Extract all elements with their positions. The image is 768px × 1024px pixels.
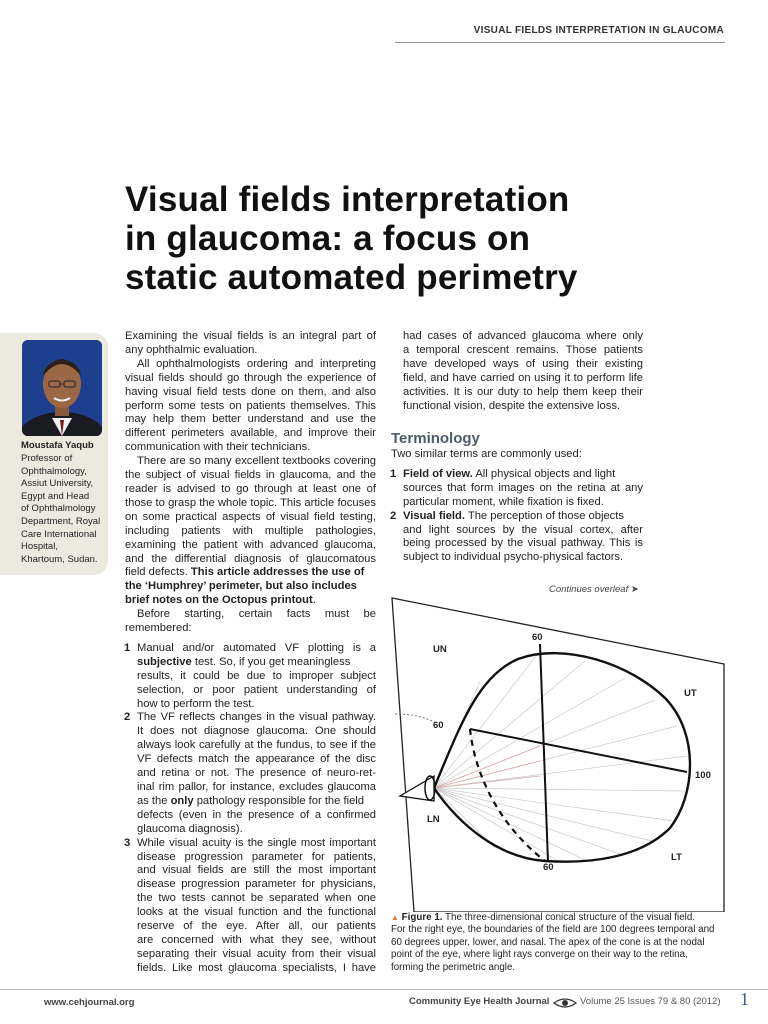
text-segment: . (312, 594, 316, 607)
bio-line: Hospital, (21, 541, 58, 553)
terminology-section (391, 448, 643, 565)
running-head: VISUAL FIELDS INTERPRETATION IN GLAUCOMA (473, 25, 724, 36)
caption-line: For the right eye, the boundaries of the field are 100 degrees temporal and (391, 924, 715, 936)
text-line (403, 510, 643, 524)
label-right-100: 100 (695, 770, 711, 781)
text-line: had cases of advanced glaucoma where only (403, 330, 643, 342)
paragraph-intro (125, 330, 376, 358)
text-line: results, it could be due to improper subject (137, 669, 376, 682)
bio-line: Assiut University, (21, 478, 94, 490)
caption-label: Figure 1. (401, 912, 443, 923)
text-line: different perimeters available, and improve their (125, 427, 376, 440)
title-line: static automated perimetry (125, 258, 578, 297)
continues-overleaf (549, 584, 639, 595)
text-segment: pathology responsible for the field (193, 794, 365, 807)
terminology-intro: Two similar terms are commonly used: (391, 448, 582, 460)
text-line: The VF reflects changes in the visual pathway. (137, 711, 376, 724)
paragraph (403, 330, 643, 413)
text-line: particular moment, while fixation is fixed. (403, 495, 604, 508)
author-name: Moustafa Yaqub (21, 440, 94, 451)
text-line: fields. Like most glaucoma specialists, I have (137, 961, 376, 974)
triangle-marker-icon: ▲ (391, 913, 399, 922)
text-line: always look carefully at the fundus, to see if the (137, 739, 376, 752)
term-label: Visual field. (403, 509, 465, 522)
text-line: looks at the visual function and the functional (137, 906, 376, 919)
bio-line: Khartoum, Sudan. (21, 553, 98, 565)
section-heading-terminology: Terminology (391, 430, 480, 447)
journal-website-link[interactable]: www.cehjournal.org (44, 997, 135, 1008)
emphasis-text: only (170, 794, 194, 807)
list-number: 1 (124, 641, 131, 654)
text-line: defects (even in the presence of a confirmed (137, 808, 376, 821)
text-line: sources that form images on the retina at any (403, 481, 643, 494)
label-un: UN (433, 644, 447, 655)
figure-caption (391, 912, 721, 974)
text-segment: All physical objects and light (472, 467, 616, 480)
label-top-60: 60 (532, 632, 543, 643)
text-line: are concerned with what they see, without (137, 933, 376, 946)
issue-info: Volume 25 Issues 79 & 80 (2012) (580, 996, 721, 1007)
list-item (125, 837, 376, 976)
emphasis-text: subjective (137, 655, 192, 668)
text-line: a temporal crescent remains. Those patients (403, 343, 643, 356)
title-line: in glaucoma: a focus on (125, 219, 531, 258)
text-line: any ophthalmic evaluation. (125, 343, 258, 356)
text-line: separating their visual acuity from their visual (137, 947, 376, 960)
text-line (137, 656, 376, 670)
text-line: reserve of the eye. After all, our patients (137, 920, 376, 933)
label-ln: LN (427, 814, 440, 825)
bio-line: Egypt and Head (21, 490, 90, 502)
text-segment: The perception of those objects (464, 509, 624, 522)
text-line: have developed ways of using their existing (403, 357, 643, 370)
figure-cone-diagram (390, 596, 726, 912)
paragraph (125, 455, 376, 608)
text-line: visual fields should go through the experience of (125, 371, 376, 384)
term-label: Field of view. (403, 467, 473, 480)
text-line: the two tests cannot be separated when one (137, 892, 376, 905)
paragraph (125, 608, 376, 636)
bio-line: Professor of (21, 453, 73, 464)
text-line: There are so many excellent textbooks covering (137, 455, 376, 468)
bio-line: of Ophthalmology (21, 503, 96, 515)
caption-line: forming the perimetric angle. (391, 961, 516, 973)
bio-line: Department, Royal (21, 515, 101, 527)
text-line: those to grasp the whole topic. This article focuses (125, 496, 376, 509)
term-item (391, 510, 643, 566)
text-line: selection, or poor patient understanding of (137, 683, 376, 696)
bio-line: Care International (21, 528, 97, 540)
text-line: having visual field tests done on them, and also (125, 385, 376, 398)
text-line: how to perform the test. (137, 697, 255, 710)
caption-line (391, 912, 721, 924)
paragraph (125, 358, 376, 455)
text-line: Manual and/or automated VF plotting is a (137, 641, 376, 654)
text-line (403, 468, 643, 482)
journal-eye-logo-icon (553, 996, 577, 1014)
header-rule (395, 42, 725, 43)
list-number: 2 (390, 509, 397, 522)
body-column-right (403, 330, 643, 413)
body-column-left (125, 330, 376, 976)
text-line: field, and have carried on using it to perform life (403, 371, 643, 384)
emphasis-text: brief notes on the Octopus printout (125, 594, 313, 607)
text-line: the subject of visual fields in glaucoma, and the (125, 469, 376, 482)
text-line: on some practical aspects of visual field testing, (125, 510, 376, 523)
label-bottom-60: 60 (543, 862, 554, 873)
text-line: reader is advised to go through at least one of (125, 482, 376, 495)
text-segment: field defects. (125, 566, 191, 579)
arrow-right-icon: ➤ (630, 584, 639, 595)
text-line: being processed by the visual pathway. This is (403, 537, 643, 550)
text-line: remembered: (125, 622, 192, 635)
text-line: All ophthalmologists ordering and interpreting (137, 357, 376, 370)
text-line: inal rim pallor, for instance, excludes glaucoma (137, 781, 376, 793)
text-line: VF defects match the appearance of the disc (137, 753, 376, 766)
text-line: functional vision, despite the extensive loss. (403, 399, 621, 412)
author-photo (22, 340, 102, 436)
bio-line: Ophthalmology, (21, 465, 87, 477)
term-item (391, 468, 643, 510)
label-ut: UT (684, 688, 697, 699)
text-line: activities. It is our duty to help them keep their (403, 385, 643, 398)
article-title (125, 180, 685, 297)
title-line: Visual fields interpretation (125, 180, 570, 219)
emphasis-text: This article addresses the use of (190, 566, 365, 579)
journal-name: Community Eye Health Journal (409, 996, 550, 1007)
text-line: may help them better understand and use the (125, 413, 376, 426)
text-line (125, 566, 376, 580)
author-bio (21, 453, 107, 566)
caption-line: 60 degrees upper, lower, and nasal. The apex of the cone is at the nodal (391, 936, 705, 948)
text-line: and retina or not. The presence of neuro-ret- (137, 767, 376, 780)
text-line: communication with their technicians. (125, 441, 311, 454)
text-line (125, 594, 376, 608)
text-line: It does not diagnose glaucoma. One should (137, 725, 376, 738)
list-number: 2 (124, 711, 131, 724)
caption-text: The three-dimensional conical structure of the visual field. (442, 912, 695, 923)
text-line: While visual acuity is the single most important (137, 836, 376, 849)
text-line: disease progression parameter for physicians, (137, 878, 376, 891)
footer-rule (0, 989, 768, 990)
text-line: and visual fields are still the most important (137, 864, 376, 877)
text-line: Before starting, certain facts must be (137, 608, 376, 621)
caption-line: point of the eye, where light rays converge on their way to the retina, (391, 949, 688, 961)
label-left-60: 60 (433, 720, 444, 731)
text-segment: test. So, if you get meaningless (191, 655, 351, 668)
text-line: the ‘Humphrey’ perimeter, but also includes (125, 580, 357, 593)
text-line: subject to individual psycho-physical factors. (403, 551, 624, 564)
text-line: glaucoma diagnosis). (137, 822, 243, 835)
list-item (125, 711, 376, 836)
text-segment: as the (137, 794, 171, 807)
text-line: and light sources by the visual cortex, after (403, 523, 643, 536)
text-line: perform some tests on patients themselves. This (125, 399, 376, 412)
text-line: including patients with multiple pathologies, (125, 524, 376, 537)
page-number: 1 (740, 989, 749, 1009)
text-line: and the differential diagnosis of glaucomatous (125, 552, 376, 565)
list-number: 1 (390, 467, 397, 480)
label-lt: LT (671, 852, 682, 863)
text-line: examining the patient with advanced glaucoma, (125, 538, 376, 551)
text-line: Examining the visual fields is an integral part of (125, 330, 376, 342)
text-line (137, 795, 376, 809)
list-number: 3 (124, 836, 131, 849)
list-item (125, 642, 376, 712)
text-line: disease progression parameter for patients, (137, 850, 376, 863)
continues-text: Continues overleaf (549, 584, 629, 595)
